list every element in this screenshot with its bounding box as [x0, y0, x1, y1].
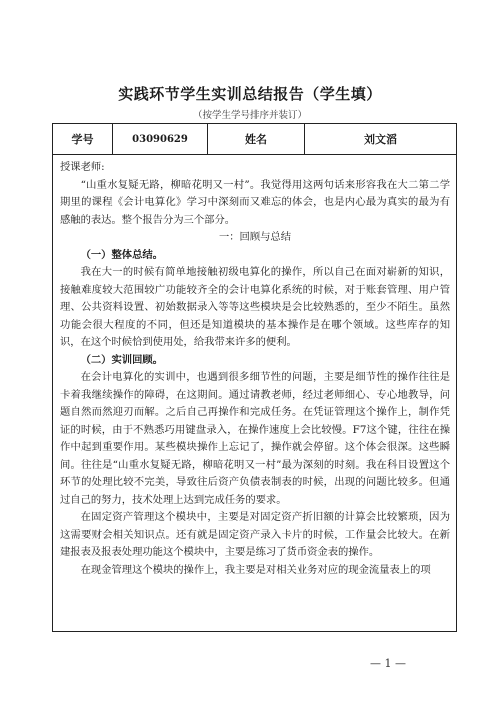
- student-id-value: 03090629: [113, 124, 208, 154]
- student-info-row: [53, 124, 456, 155]
- name-label: 姓名: [208, 124, 305, 154]
- review-paragraph-3: 在现金管理这个模块的操作上，我主要是对相关业务对应的现金流量表上的项: [80, 563, 431, 576]
- report-body: [53, 155, 456, 579]
- page-number: — 1 —: [370, 657, 406, 670]
- section-heading: 一：回顾与总结: [218, 231, 292, 243]
- student-id-label: 学号: [53, 124, 113, 154]
- greeting: 授课老师:: [60, 161, 105, 173]
- review-paragraph-2: 在固定资产管理这个模块中，主要是对固定资产折旧额的计算会比较繁琐，因为这需要财会相关知识点。还有就是固定资产录入卡片的时候，工作量会比较大。在新建报表及报表处理功能这个模块中，主要是练习了货币资金表的操作。: [60, 511, 450, 558]
- report-title: 实践环节学生实训总结报告（学生填）: [118, 85, 382, 103]
- subsection-heading-review: （二）实训回顾。: [80, 353, 163, 366]
- overall-summary-paragraph: 我在大一的时候有简单地接触初级电算化的操作，所以自己在面对崭新的知识，接触难度较大范围较广功能较齐全的会计电算化系统的时候，对于账套管理、用户管理、公共资料设置、初始数据录入等等这些模块是会比较熟悉的，至少不陌生。虽然功能会很大程度的不同，但还是知道模块的基本操作是在哪个领域。这些库存的知识，在这个时候恰到使用处，给我带来许多的便利。: [60, 266, 450, 348]
- intro-paragraph: “山重水复疑无路，柳暗花明又一村”。我觉得用这两句话来形容我在大二第二学期里的课程《会计电算化》学习中深刻而又难忘的体会，也是内心最为真实的最为有感触的表达。整个报告分为三个部分。: [60, 178, 450, 226]
- subsection-heading-overall: （一）整体总结。: [80, 248, 163, 261]
- report-form: [52, 123, 457, 632]
- name-value: 刘文滔: [364, 133, 397, 146]
- review-paragraph-1: 在会计电算化的实训中，也遇到很多细节性的问题，主要是细节性的操作往往是卡着我继续操作的障碍，在这期间。通过请教老师，经过老师细心、专心地教导，问题自然而然迎刃而解。之后自己再操作和完成任务。在凭证管理这个操作上，制作凭证的时候，由于不熟悉巧用键盘录入，在操作速度上会比较慢。F7这个键，往往在操作中起到重要作用。某些模块操作上忘记了，操作就会停留。这个体会很深。这些瞬间。往往是“山重水复疑无路，柳暗花明又一村”最为深刻的时刻。我在科目设置这个环节的处理比较不完美，导致往后资产负债表制表的时候，出现的问题比较多。但通过自己的努力，技术处理上达到完成任务的要求。: [60, 371, 450, 506]
- report-subtitle: （按学生学号排序并装订）: [192, 110, 307, 121]
